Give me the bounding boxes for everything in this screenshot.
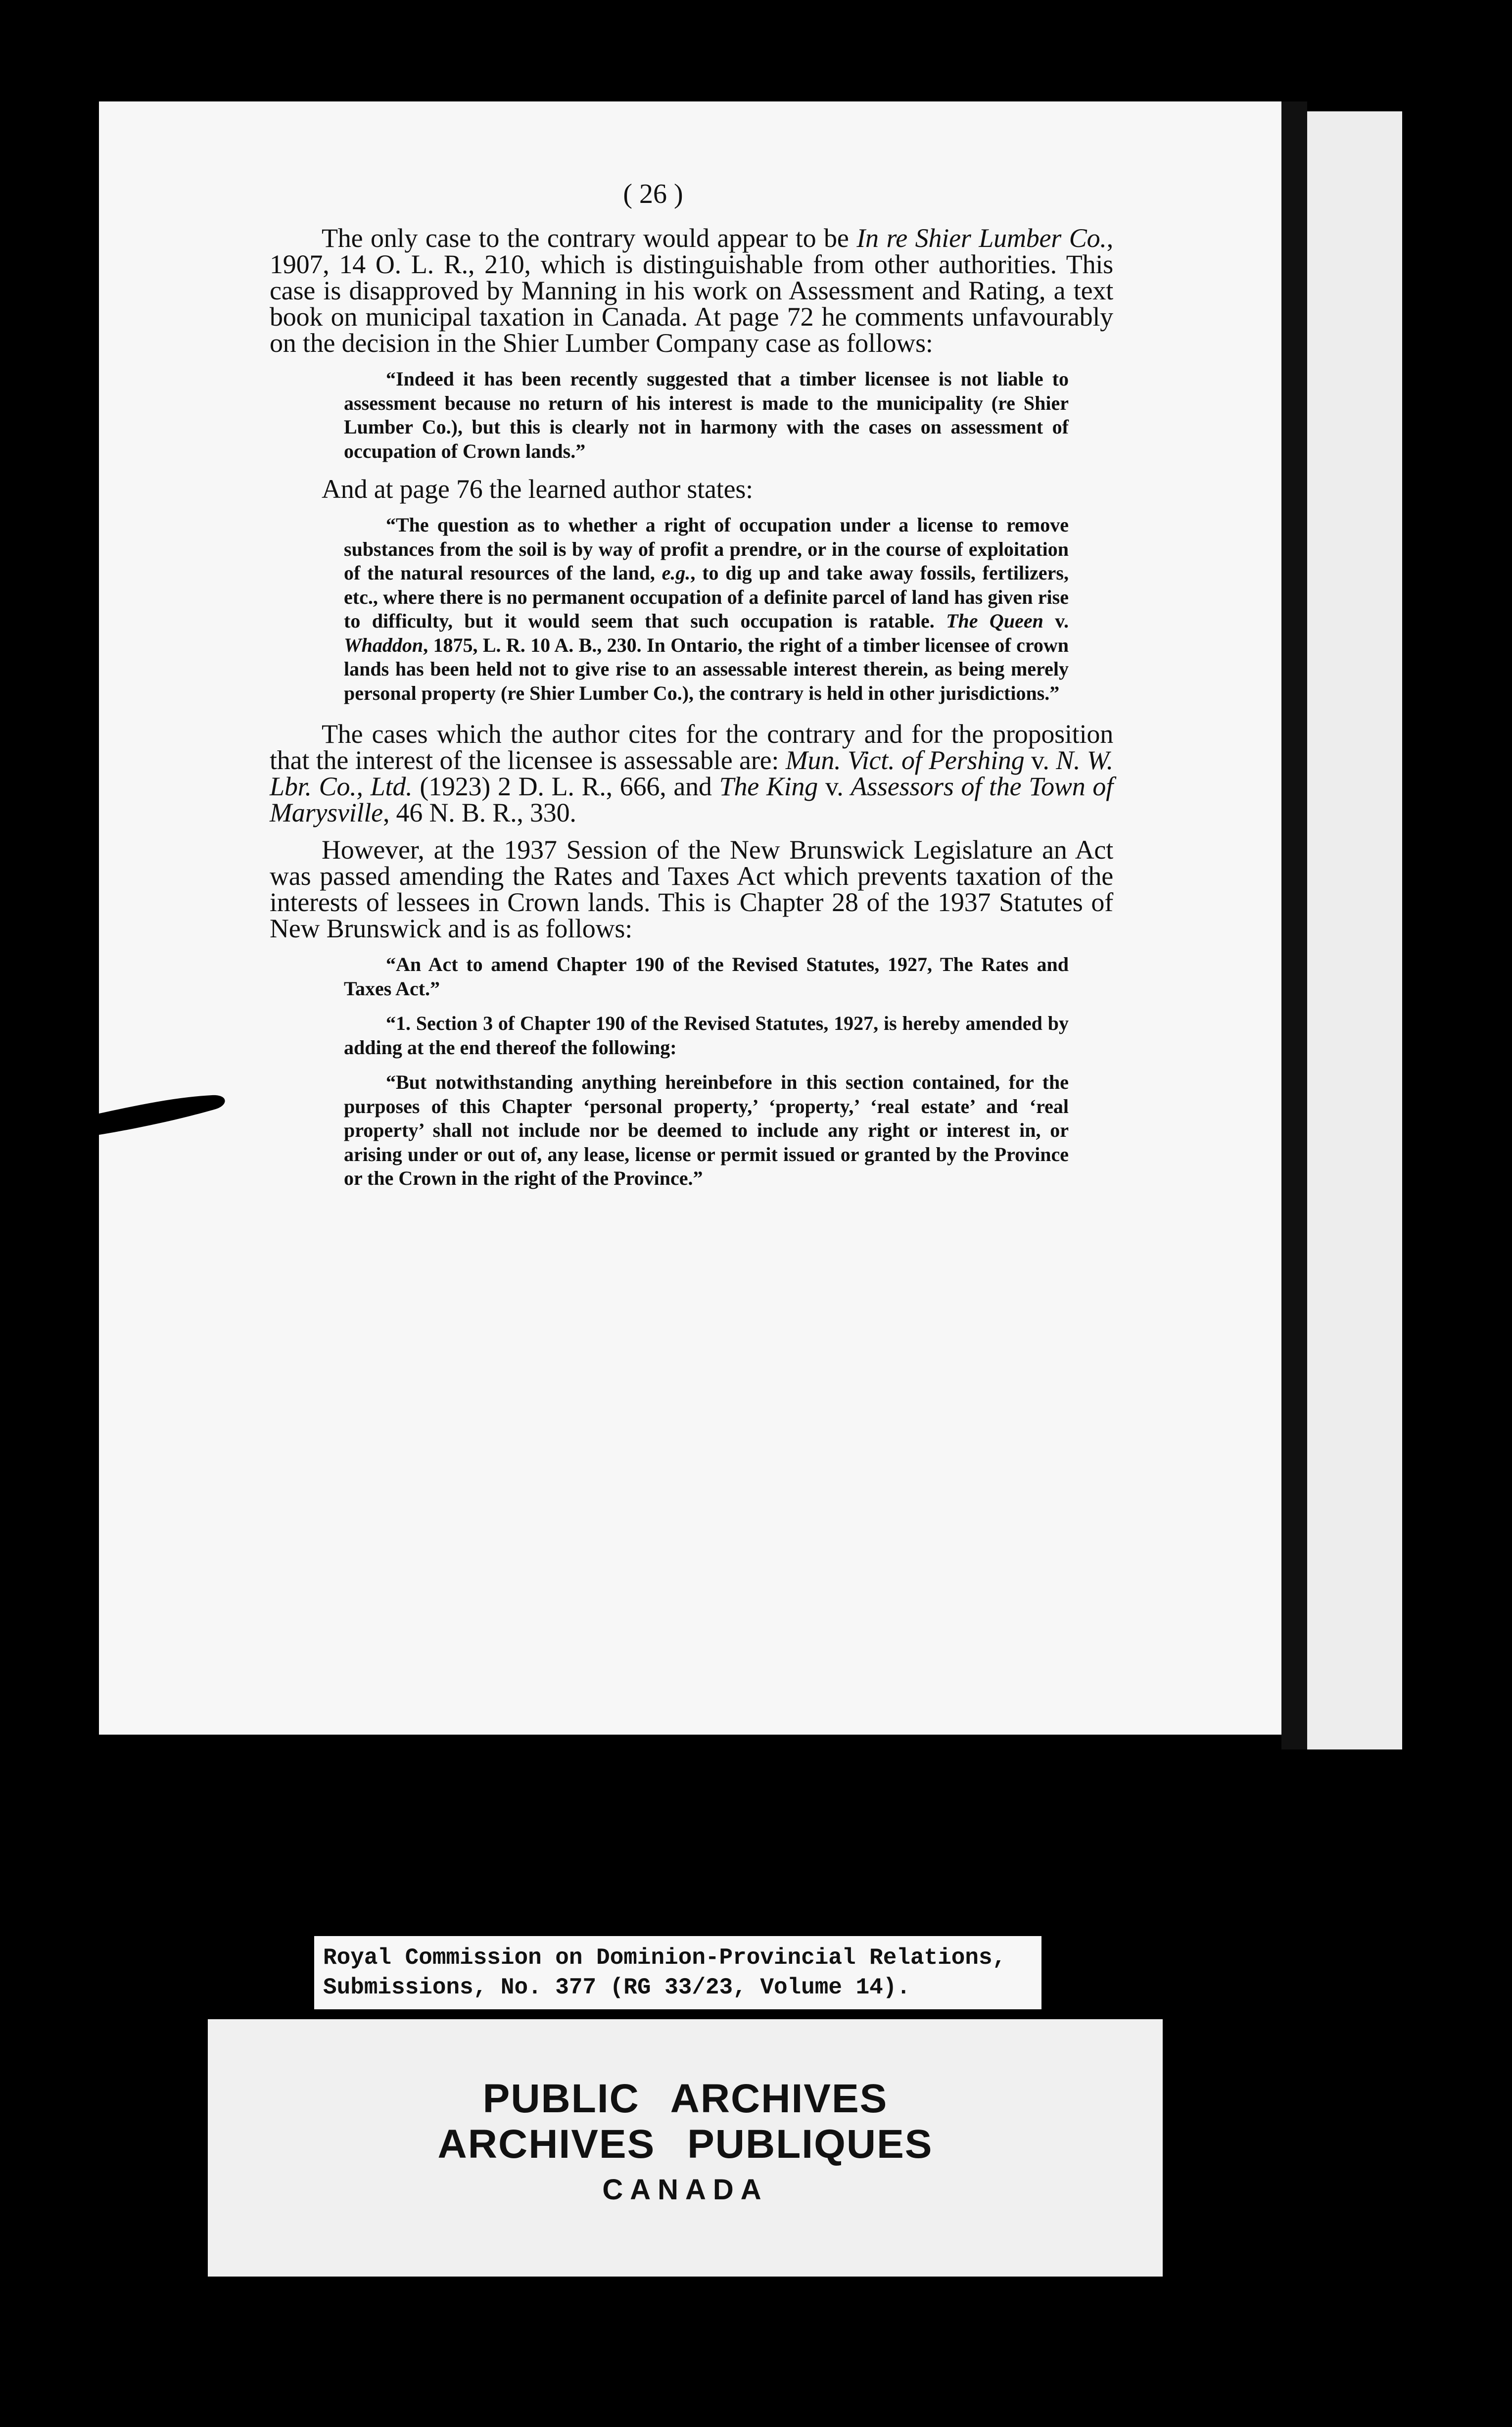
archives-country: CANADA	[602, 2174, 768, 2206]
citation-line-2: Submissions, No. 377 (RG 33/23, Volume 14).	[323, 1975, 910, 2000]
quote-act-title: “An Act to amend Chapter 190 of the Revised Statutes, 1927, The Rates and Taxes Act.”	[344, 953, 1069, 1000]
archives-line-french: ARCHIVES PUBLIQUES	[437, 2122, 933, 2167]
paragraph-page-76: And at page 76 the learned author states:	[322, 474, 753, 504]
quote-notwithstanding: “But notwithstanding anything hereinbefore in this section contained, for the purposes of this Chapter ‘personal property,’ ‘property,’ ‘real estate’ and ‘real property’ shall not include nor be deemed to include any right or interest in, or arising under or out of, any lease, license or permit issued or granted by the Province or the Crown in the right of the Province.”	[344, 1071, 1069, 1189]
page-number: ( 26 )	[623, 179, 683, 209]
citation-line-1: Royal Commission on Dominion-Provincial Relations,	[323, 1945, 1006, 1971]
archives-line-english: PUBLIC ARCHIVES	[482, 2076, 888, 2121]
paragraph-shier-lumber: The only case to the contrary would appear to be In re Shier Lumber Co., 1907, 14 O. L. R., 210, which is distinguishable from other authorities. This case is disapproved by Manning in his work on Assessment and Rating, a text book on municipal taxation in Canada. At page 72 he comments unfavourably on the decision in the Shier Lumber Company case as follows:	[270, 223, 1113, 358]
adjacent-page	[1307, 111, 1402, 1749]
adjacent-page-edge	[1281, 101, 1307, 1749]
citation-label	[314, 1936, 1041, 2009]
quote-manning-page-72: “Indeed it has been recently suggested that a timber licensee is not liable to assessment because no return of his interest is made to the municipality (re Shier Lumber Co.), but this is clearly not in harmony with the cases on assessment of occupation of Crown lands.”	[344, 368, 1069, 462]
paragraph-cases-cited: The cases which the author cites for the contrary and for the proposition that the interest of the licensee is assessable are: Mun. Vict. of Pershing v. N. W. Lbr. Co., Ltd. (1923) 2 D. L. R., 666, and The King v. Assessors of the Town of Marysville, 46 N. B. R., 330.	[270, 719, 1114, 827]
document-body	[270, 225, 1113, 1202]
quote-section-3: “1. Section 3 of Chapter 190 of the Revised Statutes, 1927, is hereby amended by adding at the end thereof the following:	[344, 1012, 1069, 1059]
paragraph-1937-session: However, at the 1937 Session of the New Brunswick Legislature an Act was passed amending the Rates and Taxes Act which prevents taxation of the interests of lessees in Crown lands. This is Chapter 28 of the 1937 Statutes of New Brunswick and is as follows:	[270, 835, 1113, 943]
archives-stamp	[208, 2019, 1163, 2277]
pointer-mark-icon	[99, 1091, 228, 1138]
quote-manning-page-76: “The question as to whether a right of occupation under a license to remove substances from the soil is by way of profit a prendre, or in the course of exploitation of the natural resources of the land, e.g., to dig up and take away fossils, fertilizers, etc., where there is no permanent occupation of a definite parcel of land has given rise to difficulty, but it would seem that such occupation is ratable. The Queen v. Whaddon, 1875, L. R. 10 A. B., 230. In Ontario, the right of a timber licensee of crown lands has been held not to give rise to an assessable interest therein, as being merely personal property (re Shier Lumber Co.), the contrary is held in other jurisdictions.”	[344, 514, 1069, 704]
